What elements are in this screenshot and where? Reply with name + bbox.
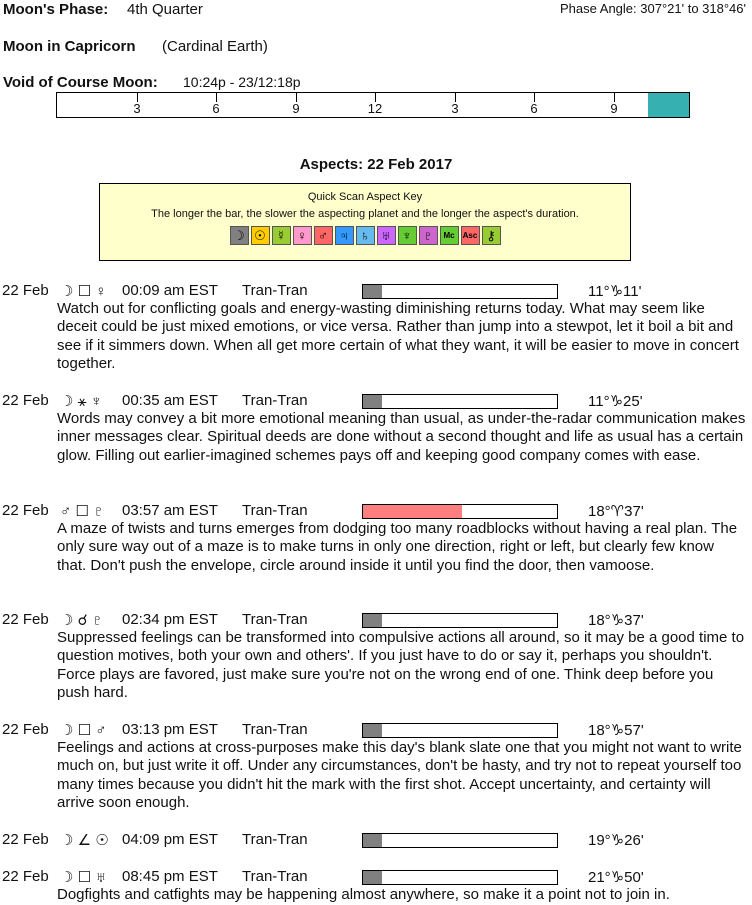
aspect-duration-fill bbox=[363, 871, 382, 884]
aspect-duration-bar bbox=[362, 833, 558, 848]
aspect-symbols: ☽ ☐ ♅ bbox=[60, 869, 107, 886]
planet-glyph-icon: ⚷ bbox=[482, 226, 501, 245]
aspect-type: Tran-Tran bbox=[242, 721, 308, 738]
aspect-type: Tran-Tran bbox=[242, 502, 308, 519]
aspect-duration-fill bbox=[363, 614, 382, 627]
timeline-tick-label: 9 bbox=[610, 101, 618, 116]
aspect-time: 03:13 pm EST bbox=[122, 721, 218, 738]
planet-glyph-icon: ♄ bbox=[356, 226, 375, 245]
planet-glyph-icon: ♃ bbox=[335, 226, 354, 245]
aspect-date: 22 Feb bbox=[2, 868, 49, 885]
aspect-time: 00:09 am EST bbox=[122, 282, 218, 299]
aspect-position: 18°♈37' bbox=[588, 503, 644, 520]
aspect-type: Tran-Tran bbox=[242, 282, 308, 299]
aspect-position: 18°♑57' bbox=[588, 722, 644, 739]
aspect-date: 22 Feb bbox=[2, 282, 49, 299]
aspect-description: A maze of twists and turns emerges from dodging too many roadblocks without having a real plan. The only sure way out of a maze is to make turns in only one direction, right or left, but clearly few know that. Don't push the envelope, circle around inside it until you find the door, then vamoose. bbox=[57, 520, 738, 574]
timeline-tick-label: 3 bbox=[133, 101, 141, 116]
aspect-type: Tran-Tran bbox=[242, 868, 308, 885]
voc-period-fill bbox=[648, 93, 689, 117]
aspect-description: Dogfights and catfights may be happening almost anywhere, so make it a point not to join in. bbox=[57, 886, 670, 903]
aspect-position: 21°♑50' bbox=[588, 869, 644, 886]
aspect-duration-fill bbox=[363, 505, 462, 518]
planet-glyph-icon: Mc bbox=[440, 226, 459, 245]
voc-label: Void of Course Moon: bbox=[3, 74, 158, 91]
aspect-duration-fill bbox=[363, 724, 382, 737]
moon-sign-value: (Cardinal Earth) bbox=[162, 38, 268, 55]
planet-glyph-icon: ♅ bbox=[377, 226, 396, 245]
planet-glyph-icon: ♂ bbox=[314, 226, 333, 245]
aspect-duration-bar bbox=[362, 504, 558, 519]
planet-glyph-icon: ☉ bbox=[251, 226, 270, 245]
aspect-symbols: ♂ ☐ ♇ bbox=[60, 503, 105, 520]
voc-timeline bbox=[56, 92, 690, 118]
moon-sign-label: Moon in Capricorn bbox=[3, 38, 136, 55]
aspect-position: 18°♑37' bbox=[588, 612, 644, 629]
aspect-key-title: Quick Scan Aspect Key bbox=[307, 191, 423, 203]
timeline-tick-label: 6 bbox=[530, 101, 538, 116]
aspect-time: 03:57 am EST bbox=[122, 502, 218, 519]
aspect-key bbox=[99, 183, 631, 261]
aspect-duration-bar bbox=[362, 723, 558, 738]
aspect-key-subtitle: The longer the bar, the slower the aspecting planet and the longer the aspect's duration. bbox=[151, 208, 579, 220]
planet-glyph-icon: ♀ bbox=[293, 226, 312, 245]
phase-angle bbox=[560, 1, 746, 16]
aspect-symbols: ☽ ☌ ♇ bbox=[60, 612, 104, 629]
aspect-type: Tran-Tran bbox=[242, 611, 308, 628]
aspect-symbols: ☽ ⚹ ♆ bbox=[60, 393, 103, 410]
moon-phase-value: 4th Quarter bbox=[127, 1, 203, 18]
aspect-position: 11°♑11' bbox=[588, 283, 642, 300]
aspect-time: 08:45 pm EST bbox=[122, 868, 218, 885]
voc-value: 10:24p - 23/12:18p bbox=[183, 74, 301, 90]
aspect-date: 22 Feb bbox=[2, 721, 49, 738]
aspect-duration-bar bbox=[362, 870, 558, 885]
aspect-symbols: ☽ ☐ ♂ bbox=[60, 722, 107, 739]
aspect-description: Feelings and actions at cross-purposes make this day's blank slate one that you might not want to write much on, but just write it off. Under any circumstances, don't be hasty, and try not to repeat yourself too many times because you didn't hit the mark with the first shot. Accept uncertainty, and certainty will arrive soon enough. bbox=[57, 739, 742, 811]
timeline-tick-label: 6 bbox=[212, 101, 220, 116]
planet-glyph-icon: ☽ bbox=[230, 226, 249, 245]
planet-glyph-icon: ☿ bbox=[272, 226, 291, 245]
planet-glyph-icon: Asc bbox=[461, 226, 480, 245]
aspect-date: 22 Feb bbox=[2, 392, 49, 409]
aspect-symbols: ☽ ☐ ♀ bbox=[60, 283, 107, 300]
aspect-duration-bar bbox=[362, 613, 558, 628]
aspect-duration-fill bbox=[363, 395, 382, 408]
phase-angle-label: Phase Angle: bbox=[560, 1, 637, 16]
timeline-tick-label: 12 bbox=[367, 101, 383, 116]
aspect-date: 22 Feb bbox=[2, 831, 49, 848]
planet-glyph-icon: ♆ bbox=[398, 226, 417, 245]
aspect-date: 22 Feb bbox=[2, 611, 49, 628]
aspect-time: 02:34 pm EST bbox=[122, 611, 218, 628]
timeline-tick-label: 3 bbox=[451, 101, 459, 116]
aspect-duration-bar bbox=[362, 394, 558, 409]
moon-phase-label: Moon's Phase: bbox=[3, 1, 109, 18]
aspects-title: Aspects: 22 Feb 2017 bbox=[299, 156, 453, 173]
aspect-duration-fill bbox=[363, 285, 382, 298]
aspect-type: Tran-Tran bbox=[242, 831, 308, 848]
phase-angle-value: 307°21' to 318°46' bbox=[640, 1, 746, 16]
planet-glyph-icon: ♇ bbox=[419, 226, 438, 245]
aspect-position: 19°♑26' bbox=[588, 832, 644, 849]
aspect-description: Words may convey a bit more emotional meaning than usual, as under-the-radar communication makes inner messages clear. Spiritual deeds are done without a second thought and life as usual has a certain glow. Filling out earlier-imagined schemes pays off and keeping good company comes with ease. bbox=[57, 410, 746, 464]
planet-glyph-row bbox=[100, 226, 630, 245]
timeline-tick-label: 9 bbox=[292, 101, 300, 116]
aspect-position: 11°♑25' bbox=[588, 393, 643, 410]
aspect-duration-fill bbox=[363, 834, 382, 847]
aspect-description: Watch out for conflicting goals and energy-wasting diminishing returns today. What may seem like deceit could be just mixed emotions, or vice versa. Rather than jump into a stewpot, let it boil a bit and see if it simmers down. When all get more certain of what they want, it will be easier to move in concert together. bbox=[57, 300, 739, 372]
aspect-time: 04:09 pm EST bbox=[122, 831, 218, 848]
aspect-symbols: ☽ ∠ ☉ bbox=[60, 832, 109, 849]
aspect-type: Tran-Tran bbox=[242, 392, 308, 409]
aspect-description: Suppressed feelings can be transformed into compulsive actions all around, so it may be a good time to question motives, both your own and others'. If you just have to do or say it, perhaps you shouldn't. Force plays are favored, just make sure you're not on the wrong end of one. Think deep before you push hard. bbox=[57, 629, 745, 701]
aspect-duration-bar bbox=[362, 284, 558, 299]
aspect-time: 00:35 am EST bbox=[122, 392, 218, 409]
aspect-date: 22 Feb bbox=[2, 502, 49, 519]
